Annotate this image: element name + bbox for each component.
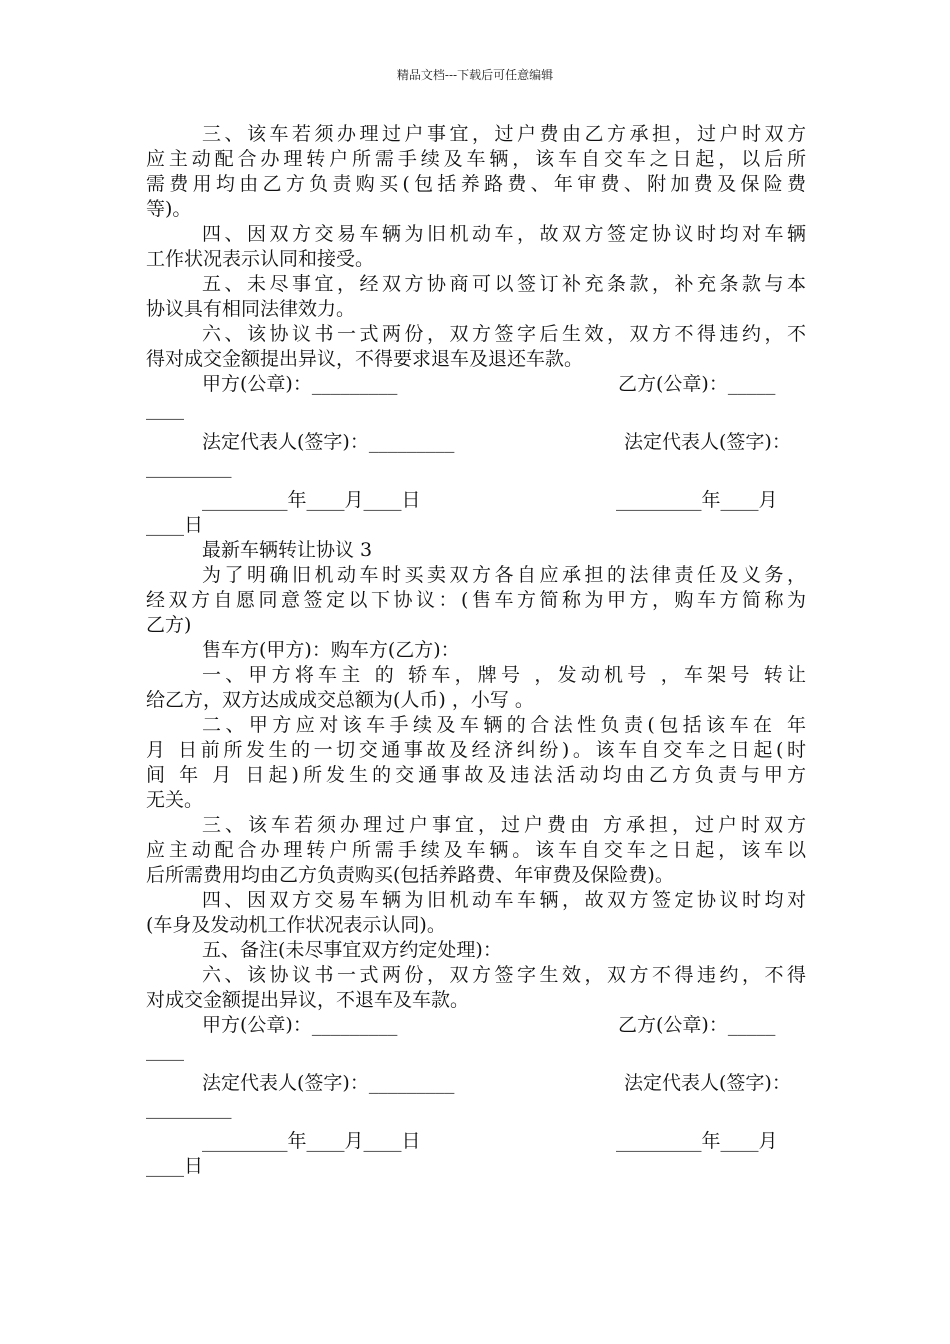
clause-4 [146,222,806,272]
date-row [146,1129,806,1154]
text-line: 得对成交金额提出异议，不得要求退车及退还车款。 [146,348,584,370]
text-line: 无关。 [146,789,204,811]
parties-line: 售车方(甲方)：购车方(乙方)： [202,639,460,661]
document-body [146,122,806,1179]
text-line: 后所需费用均由乙方负责购买(包括养路费、年审费及保险费)。 [146,864,674,886]
text-line: 六、该协议书一式两份，双方签字后生效，双方不得违约，不 [202,323,806,345]
party-a-seal: 甲方(公章)：_________ [202,1014,398,1036]
text-line: 协议具有相同法律效力。 [146,298,356,320]
seal-row [146,1013,806,1038]
text-line: 五、未尽事宜，经双方协商可以签订补充条款，补充条款与本 [202,273,806,295]
party-a-representative: 法定代表人(签字)：_________ [202,431,455,453]
party-b-representative: 法定代表人(签字)： [624,431,791,453]
text-line: 等)。 [146,198,192,220]
date-tail: ____日 [146,514,204,536]
text-line: 对成交金额提出异议，不退车及车款。 [146,989,470,1011]
representative-row [146,1071,806,1096]
party-b-seal: 乙方(公章)：_____ [618,1014,776,1036]
seal-tail: ____ [146,398,184,420]
clause-3 [146,122,806,222]
clause-4b [146,888,806,938]
party-b-seal: 乙方(公章)：_____ [618,373,776,395]
text-line: 四、因双方交易车辆为旧机动车车辆，故双方签定协议时均对 [202,889,806,911]
page-header: 精品文档---下载后可任意编辑 [396,68,554,82]
party-a-date: _________年____月____日 [202,489,421,511]
party-a-representative: 法定代表人(签字)：_________ [202,1072,455,1094]
party-b-date: _________年____月 [616,1130,778,1152]
text-line: 间 年 月 日起)所发生的交通事故及违法活动均由乙方负责与甲方 [146,764,806,786]
text-line: 一、甲方将车主 的 轿车，牌号 ，发动机号 ，车架号 转让 [202,664,806,686]
clause-3b [146,813,806,888]
seal-tail: ____ [146,1039,184,1061]
text-line: 工作状况表示认同和接受。 [146,248,375,270]
clause-2 [146,713,806,813]
section-title: 最新车辆转让协议 3 [202,539,373,561]
clause-6 [146,322,806,372]
seal-row [146,372,806,397]
clause-5 [146,272,806,322]
clause-1 [146,663,806,713]
party-a-date: _________年____月____日 [202,1130,421,1152]
text-line: 乙方) [146,614,192,636]
text-line: 三、该车若须办理过户事宜，过户费由 方承担，过户时双方 [202,814,806,836]
text-line: 四、因双方交易车辆为旧机动车，故双方签定协议时均对车辆 [202,223,806,245]
intro-paragraph [146,563,806,638]
clause-6b [146,963,806,1013]
text-line: 六、该协议书一式两份，双方签字生效，双方不得违约，不得 [202,964,806,986]
text-line: 经双方自愿同意签定以下协议：(售车方简称为甲方，购车方简称为 [146,589,806,611]
party-b-representative: 法定代表人(签字)： [624,1072,791,1094]
representative-tail: _________ [146,1097,232,1119]
text-line: 三、该车若须办理过户事宜，过户费由乙方承担，过户时双方 [202,123,806,145]
clause-5b: 五、备注(未尽事宜双方约定处理)： [202,939,502,961]
text-line: 需费用均由乙方负责购买(包括养路费、年审费、附加费及保险费 [146,173,806,195]
date-tail: ____日 [146,1155,204,1177]
text-line: 应主动配合办理转户所需手续及车辆。该车自交车之日起，该车以 [146,839,806,861]
representative-row [146,430,806,455]
text-line: (车身及发动机工作状况表示认同)。 [146,914,446,936]
text-line: 应主动配合办理转户所需手续及车辆，该车自交车之日起，以后所 [146,148,806,170]
party-a-seal: 甲方(公章)：_________ [202,373,398,395]
text-line: 给乙方，双方达成成交总额为(人币) ，小写 。 [146,689,534,711]
representative-tail: _________ [146,456,232,478]
text-line: 月 日前所发生的一切交通事故及经济纠纷)。该车自交车之日起(时 [146,739,806,761]
text-line: 为了明确旧机动车时买卖双方各自应承担的法律责任及义务， [202,564,806,586]
party-b-date: _________年____月 [616,489,778,511]
text-line: 二、甲方应对该车手续及车辆的合法性负责(包括该车在 年 [202,714,806,736]
date-row [146,488,806,513]
